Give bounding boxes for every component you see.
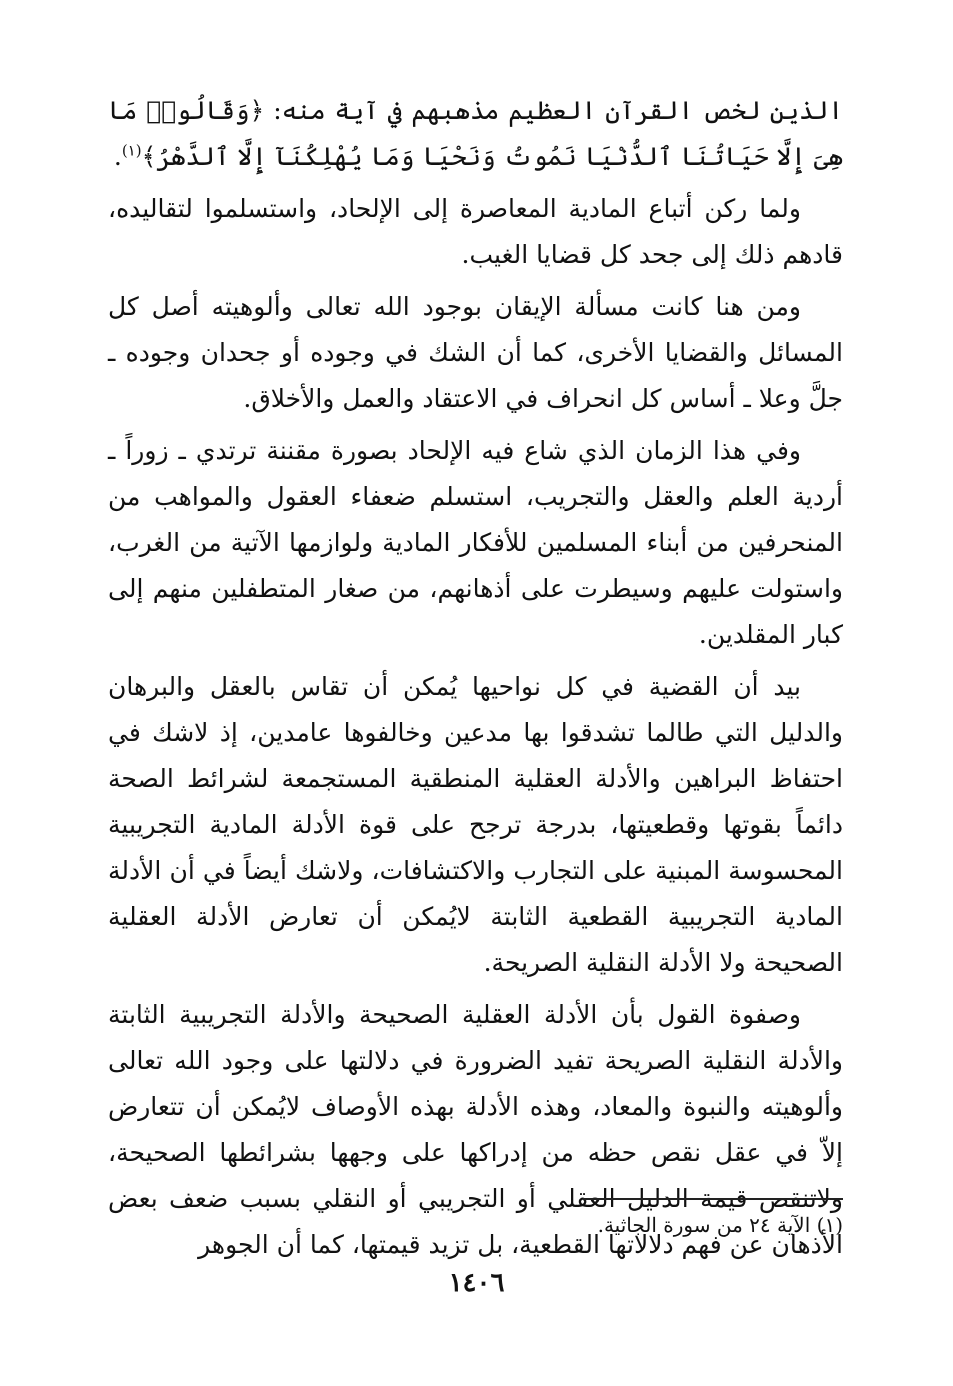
footnote-1 <box>108 1210 843 1240</box>
page-number: ١٤٠٦ <box>448 1268 505 1298</box>
paragraph-1 <box>108 88 843 180</box>
paragraph-3: ومن هنا كانت مسألة الإيقان بوجود الله تعالى وألوهيته أصل كل المسائل والقضايا الأخرى، كما أن الشك في وجوده أو جحدان وجوده ـ جلَّ وعلا ـ أساس كل انحراف في الاعتقاد والعمل والأخلاق. <box>108 292 843 413</box>
footnote-text: الآية ٢٤ من سورة الجاثية. <box>597 1213 811 1237</box>
footnote-number: (١) <box>816 1213 843 1237</box>
quran-quote: ﴿وَقَالُوا۟ مَا هِىَ إِلَّا حَيَاتُنَا ٱلدُّنْيَا نَمُوتُ وَنَحْيَا وَمَا يُهْلِكُنَآ إِلَّا ٱلدَّهْرُ﴾ <box>108 96 843 171</box>
paragraph-4: وفي هذا الزمان الذي شاع فيه الإلحاد بصورة مقننة ترتدي ـ زوراً ـ أردية العلم والعقل والتجريب، استسلم ضعفاء العقول والمواهب من المنحرفين من أبناء المسلمين للأفكار المادية ولوازمها الآتية من الغرب، واستولت عليهم وسيطرت على أذهانهم، من صغار المتطفلين منهم إلى كبار المقلدين. <box>108 436 843 649</box>
paragraph-2: ولما ركن أتباع المادية المعاصرة إلى الإلحاد، واستسلموا لتقاليده، قادهم ذلك إلى جحد كل قضايا الغيب. <box>108 194 843 269</box>
paragraph-1-end: . <box>113 142 122 171</box>
footnote-reference-1: (١) <box>121 141 142 160</box>
paragraph-5: بيد أن القضية في كل نواحيها يُمكن أن تقاس بالعقل والبرهان والدليل التي طالما تشدقوا بها مدعين وخالفوها عامدين، إذ لاشك في احتفاظ البراهين والأدلة العقلية المنطقية المستجمعة لشرائط الصحة دائماً بقوتها وقطعيتها، بدرجة ترجح على قوة الأدلة المادية التجريبية المحسوسة المبنية على التجارب والاكتشافات، ولاشك أيضاً في أن الأدلة المادية التجريبية القطعية الثابتة لايُمكن أن تعارض الأدلة العقلية الصحيحة ولا الأدلة النقلية الصريحة. <box>108 672 843 977</box>
paragraph-1-lead: الذين لخص القرآن العظيم مذهبهم في آية منه: <box>264 96 844 125</box>
footnote-divider <box>583 1198 843 1200</box>
paragraph-6: وصفوة القول بأن الأدلة العقلية الصحيحة والأدلة التجريبية الثابتة والأدلة النقلية الصريحة تفيد الضرورة في دلالتها على وجود الله تعالى وألوهيته والنبوة والمعاد، وهذه الأدلة بهذه الأوصاف لايُمكن أن تتعارض إلاّ في عقل نقص حظه من إدراكها على وجهها بشرائطها الصحيحة، ولاتنقص قيمة الدليل العقلي أو التجريبي أو النقلي بسبب ضعف بعض الأذهان عن فهم دلالاتها القطعية، بل تزيد قيمتها، كما أن الجوهر <box>108 1000 843 1259</box>
page-body <box>108 88 843 1274</box>
